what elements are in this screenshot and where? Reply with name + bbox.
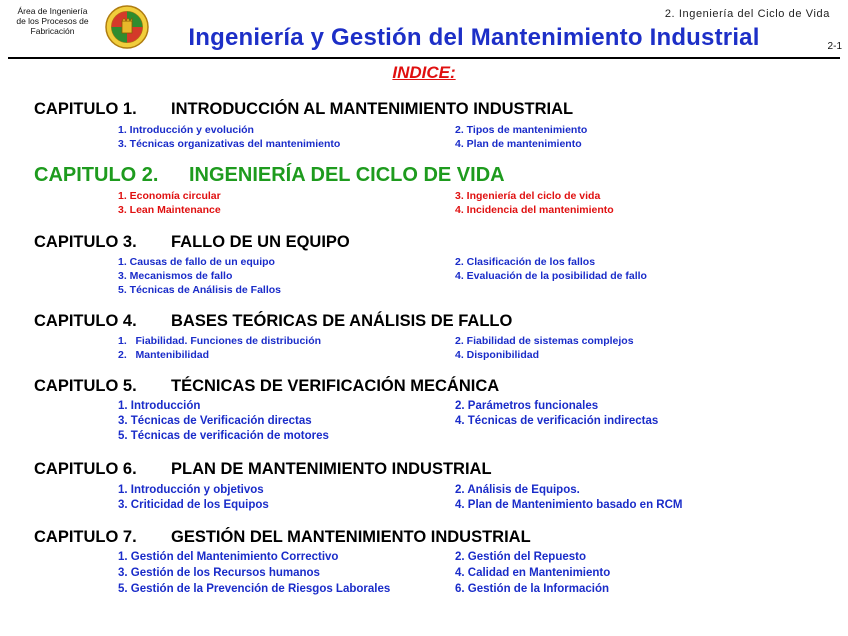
page-title: [0, 24, 848, 52]
chapter-6-heading: [34, 460, 492, 479]
chapter-5-item: 4. Técnicas de verificación indirectas: [455, 415, 659, 427]
chapter-number: CAPITULO 5.: [34, 377, 137, 395]
chapter-7-item: 4. Calidad en Mantenimiento: [455, 567, 611, 579]
section-label: 2. Ingeniería del Ciclo de Vida: [664, 8, 830, 20]
chapter-3-item: 4. Evaluación de la posibilidad de fallo: [455, 270, 647, 282]
chapter-2-heading: [34, 164, 505, 187]
chapter-5-item: 2. Parámetros funcionales: [455, 400, 599, 412]
chapter-5-heading: [34, 377, 499, 396]
chapter-2-item: 3. Lean Maintenance: [118, 204, 221, 216]
header-divider: [8, 57, 840, 59]
chapter-4-heading: [34, 312, 512, 331]
chapter-2-item: 4. Incidencia del mantenimiento: [455, 204, 614, 216]
chapter-title: GESTIÓN DEL MANTENIMIENTO INDUSTRIAL: [171, 528, 531, 546]
chapter-6-item: 3. Criticidad de los Equipos: [118, 499, 269, 511]
chapter-number: CAPITULO 7.: [34, 528, 137, 546]
chapter-title: FALLO DE UN EQUIPO: [171, 233, 350, 251]
chapter-title: INGENIERÍA DEL CICLO DE VIDA: [189, 164, 505, 186]
chapter-title: INTRODUCCIÓN AL MANTENIMIENTO INDUSTRIAL: [171, 100, 574, 118]
chapter-5-item: 1. Introducción: [118, 400, 201, 412]
page-title-text: Ingeniería y Gestión del Mantenimiento Industrial: [188, 24, 760, 51]
chapter-1-item: 2. Tipos de mantenimiento: [455, 124, 588, 136]
chapter-title: TÉCNICAS DE VERIFICACIÓN MECÁNICA: [171, 377, 500, 395]
chapter-4-item: 2. Mantenibilidad: [118, 349, 210, 361]
chapter-4-item: 2. Fiabilidad de sistemas complejos: [455, 335, 634, 347]
chapter-1-item: 4. Plan de mantenimiento: [455, 138, 582, 150]
chapter-2-item: 3. Ingeniería del ciclo de vida: [455, 190, 601, 202]
chapter-3-item: 2. Clasificación de los fallos: [455, 256, 596, 268]
chapter-number: CAPITULO 6.: [34, 460, 137, 478]
chapter-7-item: 2. Gestión del Repuesto: [455, 551, 586, 563]
chapter-number: CAPITULO 2.: [34, 164, 159, 186]
chapter-3-heading: [34, 233, 350, 252]
chapter-7-item: 3. Gestión de los Recursos humanos: [118, 567, 320, 579]
chapter-title: PLAN DE MANTENIMIENTO INDUSTRIAL: [171, 460, 492, 478]
page-number: 2-1: [827, 41, 842, 52]
chapter-3-item: 3. Mecanismos de fallo: [118, 270, 233, 282]
chapter-4-item: 4. Disponibilidad: [455, 349, 540, 361]
department-line: Área de Ingeniería: [17, 6, 88, 16]
department-line: Fabricación: [30, 26, 75, 36]
chapter-6-item: 1. Introducción y objetivos: [118, 484, 264, 496]
chapter-title: BASES TEÓRICAS DE ANÁLISIS DE FALLO: [171, 312, 513, 330]
chapter-number: CAPITULO 4.: [34, 312, 137, 330]
chapter-7-item: 6. Gestión de la Información: [455, 583, 610, 595]
chapter-7-item: 1. Gestión del Mantenimiento Correctivo: [118, 551, 339, 563]
chapter-6-item: 2. Análisis de Equipos.: [455, 484, 580, 496]
chapter-number: CAPITULO 1.: [34, 100, 137, 118]
chapter-7-item: 5. Gestión de la Prevención de Riesgos Laborales: [118, 583, 391, 595]
chapter-3-item: 1. Causas de fallo de un equipo: [118, 256, 275, 268]
chapter-4-item: 1. Fiabilidad. Funciones de distribución: [118, 335, 322, 347]
chapter-number: CAPITULO 3.: [34, 233, 137, 251]
chapter-1-item: 3. Técnicas organizativas del mantenimiento: [118, 138, 341, 150]
chapter-6-item: 4. Plan de Mantenimiento basado en RCM: [455, 499, 683, 511]
chapter-5-item: 3. Técnicas de Verificación directas: [118, 415, 312, 427]
chapter-2-item: 1. Economía circular: [118, 190, 221, 202]
chapter-1-heading: [34, 100, 573, 119]
chapter-1-item: 1. Introducción y evolución: [118, 124, 254, 136]
department-line: de los Procesos de: [16, 16, 89, 26]
chapter-3-item: 5. Técnicas de Análisis de Fallos: [118, 284, 282, 296]
chapter-5-item: 5. Técnicas de verificación de motores: [118, 430, 329, 442]
chapter-7-heading: [34, 528, 531, 547]
index-heading: INDICE:: [392, 63, 456, 82]
